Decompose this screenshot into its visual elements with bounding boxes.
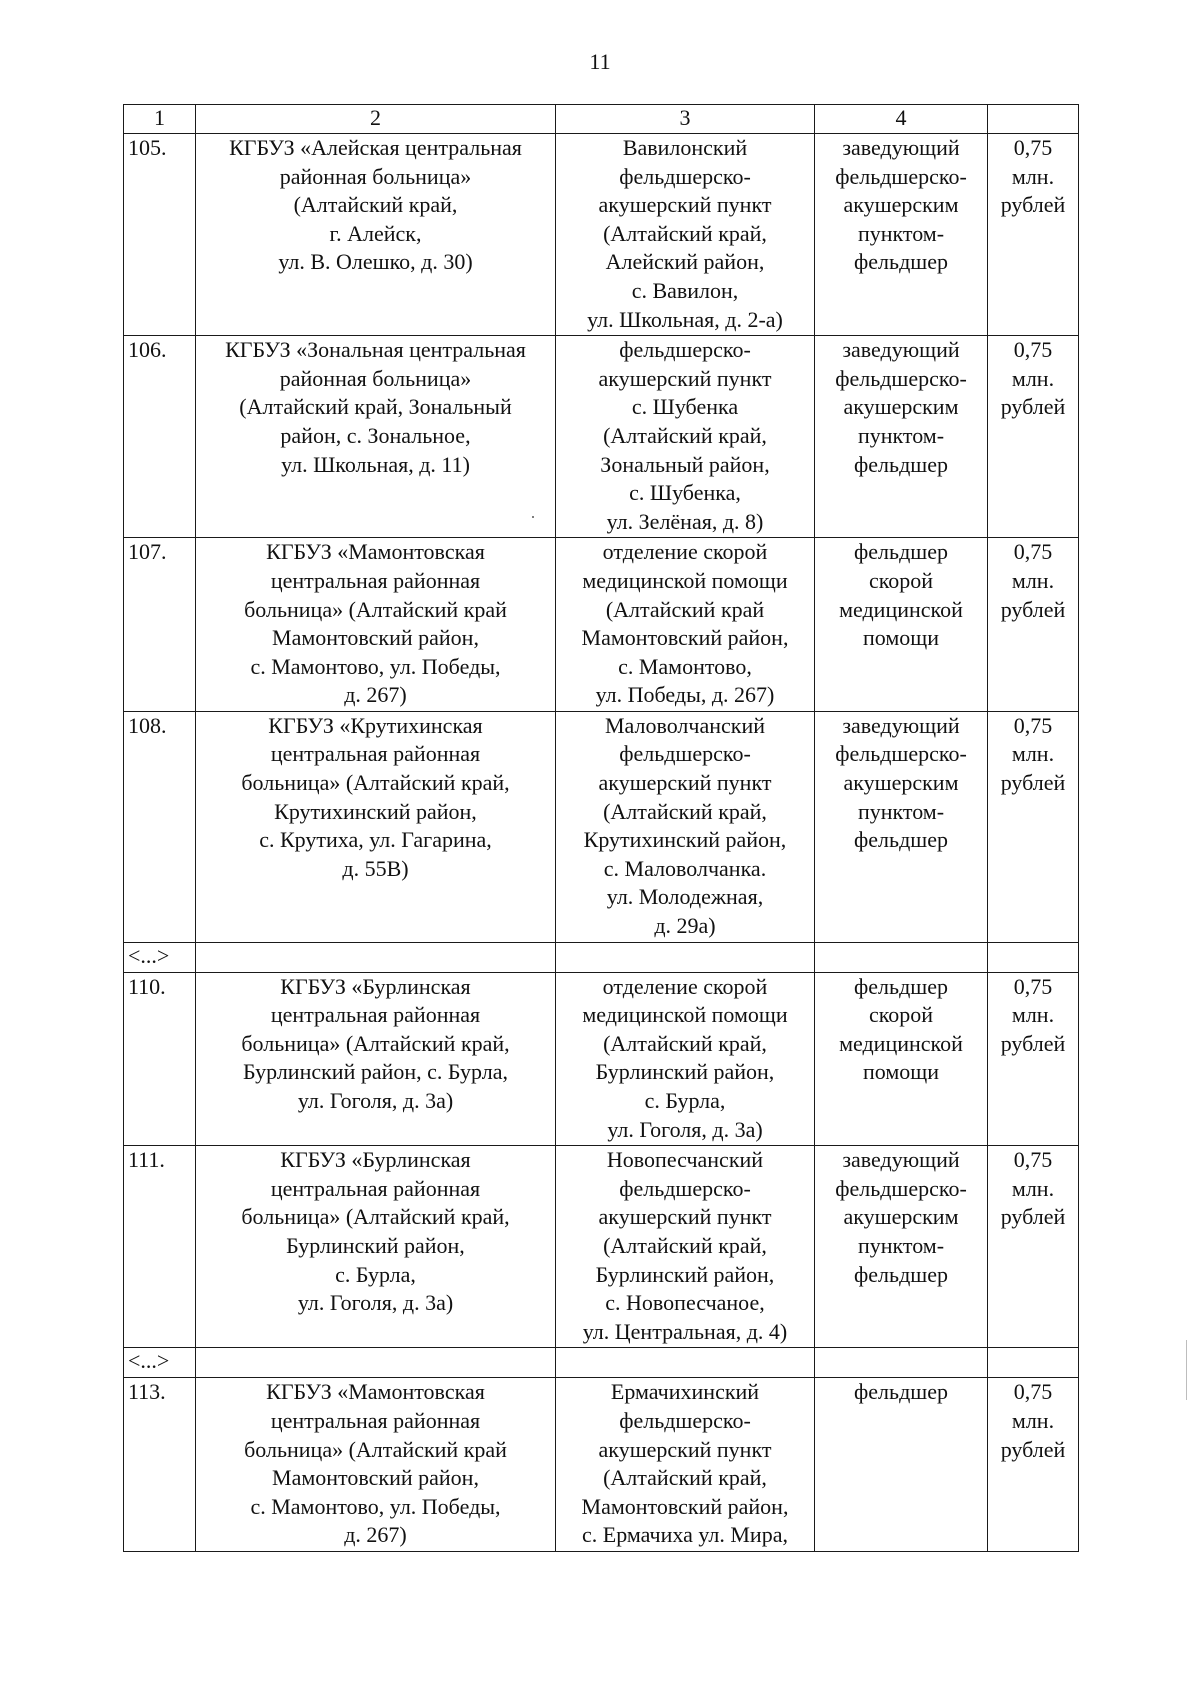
cell-line: скорой <box>868 1002 934 1028</box>
page-number: 11 <box>589 49 611 74</box>
payment-amount-cell <box>988 336 1079 538</box>
table-row <box>124 134 1079 336</box>
cell-line: медицинской помощи <box>582 1002 788 1028</box>
cell-line: млн. <box>1011 567 1055 593</box>
cell-line: 0,75 <box>1013 1147 1053 1173</box>
cell-line: акушерский пункт <box>598 1204 772 1230</box>
organization-cell <box>196 972 556 1146</box>
cell-line: заведующий <box>842 712 960 738</box>
cell-line: Бурлинский район, с. Бурла, <box>243 1059 508 1085</box>
cell-line: Мамонтовский район, <box>581 625 789 651</box>
cell-line: КГБУЗ «Бурлинская <box>280 1147 471 1173</box>
cell-line: больница» (Алтайский край, <box>241 1204 510 1230</box>
unit-location-cell <box>556 134 815 336</box>
empty-cell <box>556 942 815 972</box>
cell-line: (Алтайский край, <box>293 192 458 218</box>
empty-cell <box>988 1348 1079 1378</box>
cell-line: скорой <box>868 567 934 593</box>
cell-line: с. Бурла, <box>644 1088 726 1113</box>
row-number: 110. <box>124 972 196 1146</box>
unit-location-cell <box>556 1378 815 1552</box>
table-row <box>124 711 1079 942</box>
cell-line: ул. Гоголя, д. 3а) <box>607 1116 763 1142</box>
header-col-1: 1 <box>124 105 196 134</box>
organization-cell <box>196 336 556 538</box>
cell-line: с. Крутиха, ул. Гагарина, <box>259 827 492 853</box>
row-number: 105. <box>124 134 196 336</box>
cell-line: акушерским <box>843 770 959 796</box>
table-row <box>124 538 1079 712</box>
cell-line: помощи <box>863 1059 939 1085</box>
cell-line: рублей <box>1000 596 1066 622</box>
cell-line: Бурлинский район, <box>286 1232 465 1258</box>
cell-line: фельдшер <box>854 249 948 275</box>
payment-amount-cell <box>988 1146 1079 1348</box>
cell-line: 0,75 <box>1013 1379 1053 1405</box>
cell-line: с. Бурла, <box>335 1261 416 1287</box>
position-cell <box>815 711 988 942</box>
organization-cell <box>196 1378 556 1552</box>
cell-line: Новопесчанский <box>606 1147 764 1173</box>
cell-line: (Алтайский край, <box>603 422 767 448</box>
cell-line: КГБУЗ «Мамонтовская <box>266 539 485 565</box>
empty-cell <box>196 1348 556 1378</box>
cell-line: (Алтайский край, <box>603 798 767 824</box>
cell-line: акушерский пункт <box>598 192 772 218</box>
unit-location-cell <box>556 538 815 712</box>
cell-line: фельдшер <box>854 539 948 565</box>
cell-line: районная больница» <box>279 163 472 189</box>
cell-line: (Алтайский край <box>605 596 765 622</box>
cell-line: с. Мамонтово, ул. Победы, <box>250 1493 501 1519</box>
cell-line: КГБУЗ «Крутихинская <box>268 712 483 738</box>
scan-edge-mark <box>1186 1340 1187 1400</box>
cell-line: ул. Гоголя, д. 3а) <box>297 1088 454 1113</box>
cell-line: район, с. Зональное, <box>280 422 471 448</box>
hospital-positions-table <box>123 104 1079 1552</box>
cell-line: акушерским <box>843 394 959 420</box>
cell-line: рублей <box>1000 1204 1066 1230</box>
cell-line: ул. Молодежная, <box>606 884 764 910</box>
cell-line: заведующий <box>842 1147 960 1173</box>
cell-line: млн. <box>1011 741 1055 767</box>
cell-line: акушерский пункт <box>598 770 772 796</box>
payment-amount-cell <box>988 972 1079 1146</box>
cell-line: фельдшерско- <box>619 337 751 363</box>
cell-line: млн. <box>1011 1002 1055 1028</box>
cell-line: больница» (Алтайский край <box>244 1436 507 1462</box>
cell-line: д. 55В) <box>342 855 409 881</box>
cell-line: с. Ермачиха ул. Мира, <box>582 1522 788 1548</box>
cell-line: центральная районная <box>270 1175 481 1201</box>
header-col-5 <box>988 105 1079 134</box>
cell-line: акушерский пункт <box>598 1436 772 1462</box>
cell-line: акушерским <box>843 192 959 218</box>
row-number: 106. <box>124 336 196 538</box>
cell-line: ул. Школьная, д. 2-а) <box>587 306 783 332</box>
position-cell <box>815 134 988 336</box>
cell-line: КГБУЗ «Мамонтовская <box>266 1379 485 1405</box>
cell-line: рублей <box>1000 192 1066 218</box>
position-cell <box>815 1378 988 1552</box>
table-row <box>124 1146 1079 1348</box>
row-number: 108. <box>124 711 196 942</box>
cell-line: центральная районная <box>270 567 481 593</box>
cell-line: Ермачихинский <box>610 1379 760 1405</box>
cell-line: КГБУЗ «Алейская центральная <box>229 135 522 160</box>
cell-line: с. Новопесчаное, <box>605 1290 765 1316</box>
cell-line: рублей <box>1000 394 1066 420</box>
cell-line: с. Мамонтово, ул. Победы, <box>250 653 501 679</box>
cell-line: д. 267) <box>344 1522 407 1548</box>
cell-line: центральная районная <box>270 1002 481 1028</box>
cell-line: (Алтайский край, <box>603 1232 767 1258</box>
cell-line: ул. Гоголя, д. 3а) <box>297 1290 454 1316</box>
cell-line: ул. В. Олешко, д. 30) <box>278 249 473 275</box>
cell-line: фельдшерско- <box>619 163 751 189</box>
cell-line: (Алтайский край, <box>603 220 767 246</box>
unit-location-cell <box>556 336 815 538</box>
unit-location-cell <box>556 711 815 942</box>
cell-line: ул. Школьная, д. 11) <box>281 451 470 477</box>
cell-line: центральная районная <box>270 1407 481 1433</box>
cell-line: млн. <box>1011 163 1055 189</box>
cell-line: фельдшер <box>854 827 948 853</box>
row-number: <...> <box>124 1348 196 1378</box>
cell-line: больница» (Алтайский край <box>244 596 507 622</box>
cell-line: фельдшер <box>854 451 948 477</box>
cell-line: рублей <box>1000 770 1066 796</box>
cell-line: 0,75 <box>1013 337 1053 363</box>
table-gap-row <box>124 1348 1079 1378</box>
cell-line: с. Шубенка, <box>629 480 741 506</box>
cell-line: заведующий <box>842 337 960 363</box>
cell-line: (Алтайский край, <box>603 1465 767 1491</box>
cell-line: КГБУЗ «Зональная центральная <box>225 337 526 363</box>
table-row <box>124 972 1079 1146</box>
position-cell <box>815 1146 988 1348</box>
cell-line: с. Вавилон, <box>631 277 739 303</box>
cell-line: Зональный район, <box>600 451 770 477</box>
cell-line: Бурлинский район, <box>595 1261 775 1287</box>
position-cell <box>815 972 988 1146</box>
empty-cell <box>988 942 1079 972</box>
header-col-4: 4 <box>815 105 988 134</box>
position-cell <box>815 538 988 712</box>
cell-line: г. Алейск, <box>329 220 422 246</box>
cell-line: фельдшерско- <box>835 365 967 391</box>
cell-line: с. Мамонтово, <box>618 653 752 679</box>
empty-cell <box>815 942 988 972</box>
row-number: 111. <box>124 1146 196 1348</box>
cell-line: Мамонтовский район, <box>581 1493 789 1519</box>
cell-line: КГБУЗ «Бурлинская <box>280 973 471 999</box>
cell-line: отделение скорой <box>602 973 768 999</box>
cell-line: фельдшерско- <box>835 163 967 189</box>
empty-cell <box>556 1348 815 1378</box>
cell-line: с. Маловолчанка. <box>603 855 767 881</box>
table-row <box>124 1378 1079 1552</box>
cell-line: Вавилонский <box>622 135 748 160</box>
organization-cell <box>196 134 556 336</box>
cell-line: млн. <box>1011 1175 1055 1201</box>
cell-line: районная больница» <box>279 365 472 391</box>
cell-line: отделение скорой <box>602 539 768 565</box>
organization-cell <box>196 538 556 712</box>
scan-speck <box>532 516 534 518</box>
payment-amount-cell <box>988 134 1079 336</box>
cell-line: медицинской <box>839 596 963 622</box>
cell-line: фельдшерско- <box>619 1175 751 1201</box>
cell-line: Алейский район, <box>605 249 765 275</box>
cell-line: фельдшер <box>854 1261 948 1287</box>
cell-line: Мамонтовский район, <box>272 1465 479 1491</box>
payment-amount-cell <box>988 711 1079 942</box>
table-header-row <box>124 105 1079 134</box>
row-number: 107. <box>124 538 196 712</box>
table-body <box>124 105 1079 1552</box>
row-number: 113. <box>124 1378 196 1552</box>
cell-line: фельдшерско- <box>835 741 967 767</box>
cell-line: ул. Победы, д. 267) <box>595 682 775 708</box>
cell-line: Маловолчанский <box>604 712 766 738</box>
cell-line: центральная районная <box>270 741 481 767</box>
cell-line: с. Шубенка <box>631 394 739 420</box>
cell-line: (Алтайский край, Зональный <box>239 394 512 420</box>
cell-line: медицинской помощи <box>582 567 788 593</box>
cell-line: ул. Зелёная, д. 8) <box>606 508 764 534</box>
cell-line: медицинской <box>839 1030 963 1056</box>
cell-line: 0,75 <box>1013 539 1053 565</box>
cell-line: помощи <box>863 625 939 651</box>
row-number: <...> <box>124 942 196 972</box>
cell-line: млн. <box>1011 365 1055 391</box>
cell-line: Мамонтовский район, <box>272 625 479 651</box>
cell-line: Бурлинский район, <box>595 1059 775 1085</box>
cell-line: пунктом- <box>857 220 945 246</box>
organization-cell <box>196 1146 556 1348</box>
header-col-3: 3 <box>556 105 815 134</box>
cell-line: (Алтайский край, <box>603 1030 767 1056</box>
header-col-2: 2 <box>196 105 556 134</box>
cell-line: 0,75 <box>1013 973 1053 999</box>
cell-line: д. 267) <box>344 682 407 708</box>
cell-line: рублей <box>1000 1030 1066 1056</box>
cell-line: акушерский пункт <box>598 365 772 391</box>
cell-line: пунктом- <box>857 798 945 824</box>
payment-amount-cell <box>988 538 1079 712</box>
cell-line: 0,75 <box>1013 135 1053 160</box>
cell-line: заведующий <box>842 135 960 160</box>
position-cell <box>815 336 988 538</box>
organization-cell <box>196 711 556 942</box>
cell-line: Крутихинский район, <box>274 798 477 824</box>
table-row <box>124 336 1079 538</box>
cell-line: рублей <box>1000 1436 1066 1462</box>
cell-line: фельдшерско- <box>619 741 751 767</box>
cell-line: фельдшер <box>854 1379 948 1405</box>
cell-line: д. 29а) <box>654 913 716 939</box>
cell-line: больница» (Алтайский край, <box>241 1030 510 1056</box>
table-gap-row <box>124 942 1079 972</box>
cell-line: фельдшерско- <box>835 1175 967 1201</box>
cell-line: ул. Центральная, д. 4) <box>582 1318 788 1344</box>
cell-line: пунктом- <box>857 1232 945 1258</box>
cell-line: млн. <box>1011 1407 1055 1433</box>
empty-cell <box>815 1348 988 1378</box>
unit-location-cell <box>556 1146 815 1348</box>
payment-amount-cell <box>988 1378 1079 1552</box>
cell-line: акушерским <box>843 1204 959 1230</box>
empty-cell <box>196 942 556 972</box>
cell-line: больница» (Алтайский край, <box>241 770 510 796</box>
cell-line: пунктом- <box>857 422 945 448</box>
unit-location-cell <box>556 972 815 1146</box>
cell-line: фельдшерско- <box>619 1407 751 1433</box>
cell-line: 0,75 <box>1013 712 1053 738</box>
cell-line: Крутихинский район, <box>583 827 787 853</box>
cell-line: фельдшер <box>854 973 948 999</box>
